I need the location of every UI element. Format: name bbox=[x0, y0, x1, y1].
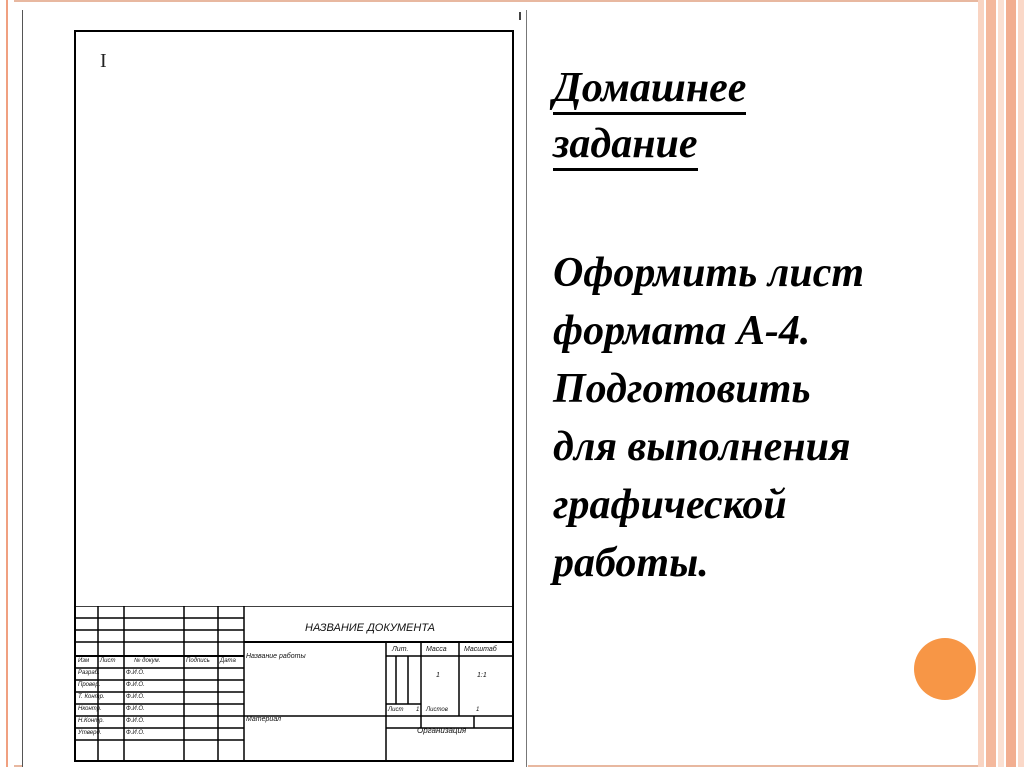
top-border-line bbox=[14, 0, 978, 2]
sheet-edge-tick bbox=[519, 12, 521, 20]
lit-label: Лит. bbox=[392, 646, 409, 653]
mass-label: Масса bbox=[426, 646, 447, 653]
sheet-value: 1 bbox=[416, 707, 420, 713]
col-header-izm: Изм bbox=[78, 658, 90, 664]
right-stripe-decoration bbox=[978, 0, 1024, 767]
homework-line: Оформить лист bbox=[553, 250, 865, 296]
homework-line: графической bbox=[553, 482, 787, 528]
work-name: Название работы bbox=[246, 653, 306, 660]
mass-value: 1 bbox=[436, 672, 440, 679]
col-header-date: Дата bbox=[220, 658, 236, 664]
col-header-sign: Подпись bbox=[186, 658, 210, 664]
role-n-control-1: Нконтр. bbox=[78, 706, 102, 712]
name-n-control-1: Ф.И.О. bbox=[126, 706, 145, 712]
name-tech-control: Ф.И.О. bbox=[126, 694, 145, 700]
corner-mark: I bbox=[100, 50, 107, 72]
role-developer: Разраб. bbox=[78, 670, 100, 676]
role-approver: Утверд. bbox=[78, 730, 102, 736]
name-checker: Ф.И.О. bbox=[126, 682, 145, 688]
role-tech-control: Т. Контр. bbox=[78, 694, 105, 700]
document-name: НАЗВАНИЕ ДОКУМЕНТА bbox=[305, 622, 436, 634]
homework-title-line2: задание bbox=[553, 120, 698, 171]
role-checker: Провер. bbox=[78, 682, 101, 688]
drawing-sheet bbox=[22, 10, 528, 767]
scale-label: Масштаб bbox=[464, 646, 497, 653]
name-n-control-2: Ф.И.О. bbox=[126, 718, 145, 724]
homework-body bbox=[553, 244, 973, 592]
material-label: Материал bbox=[246, 716, 282, 723]
sheets-value: 1 bbox=[476, 707, 480, 713]
homework-title-line1: Домашнее bbox=[553, 64, 746, 115]
homework-line: Подготовить bbox=[553, 366, 811, 412]
name-developer: Ф.И.О. bbox=[126, 670, 145, 676]
name-approver: Ф.И.О. bbox=[126, 730, 145, 736]
organization-label: Организация bbox=[417, 726, 467, 735]
left-border-decoration bbox=[0, 0, 14, 767]
homework-line: для выполнения bbox=[553, 424, 851, 470]
scale-value: 1:1 bbox=[477, 672, 487, 679]
homework-title bbox=[553, 60, 853, 172]
sheet-label: Лист bbox=[388, 707, 404, 713]
homework-line: работы. bbox=[553, 540, 709, 586]
homework-line: формата А-4. bbox=[553, 308, 811, 354]
sheets-label: Листов bbox=[426, 707, 448, 713]
role-n-control-2: Н.Контр. bbox=[78, 718, 105, 724]
col-header-list: Лист bbox=[100, 658, 116, 664]
col-header-docnum: № докум. bbox=[134, 658, 161, 664]
orange-circle-decoration bbox=[914, 638, 976, 700]
